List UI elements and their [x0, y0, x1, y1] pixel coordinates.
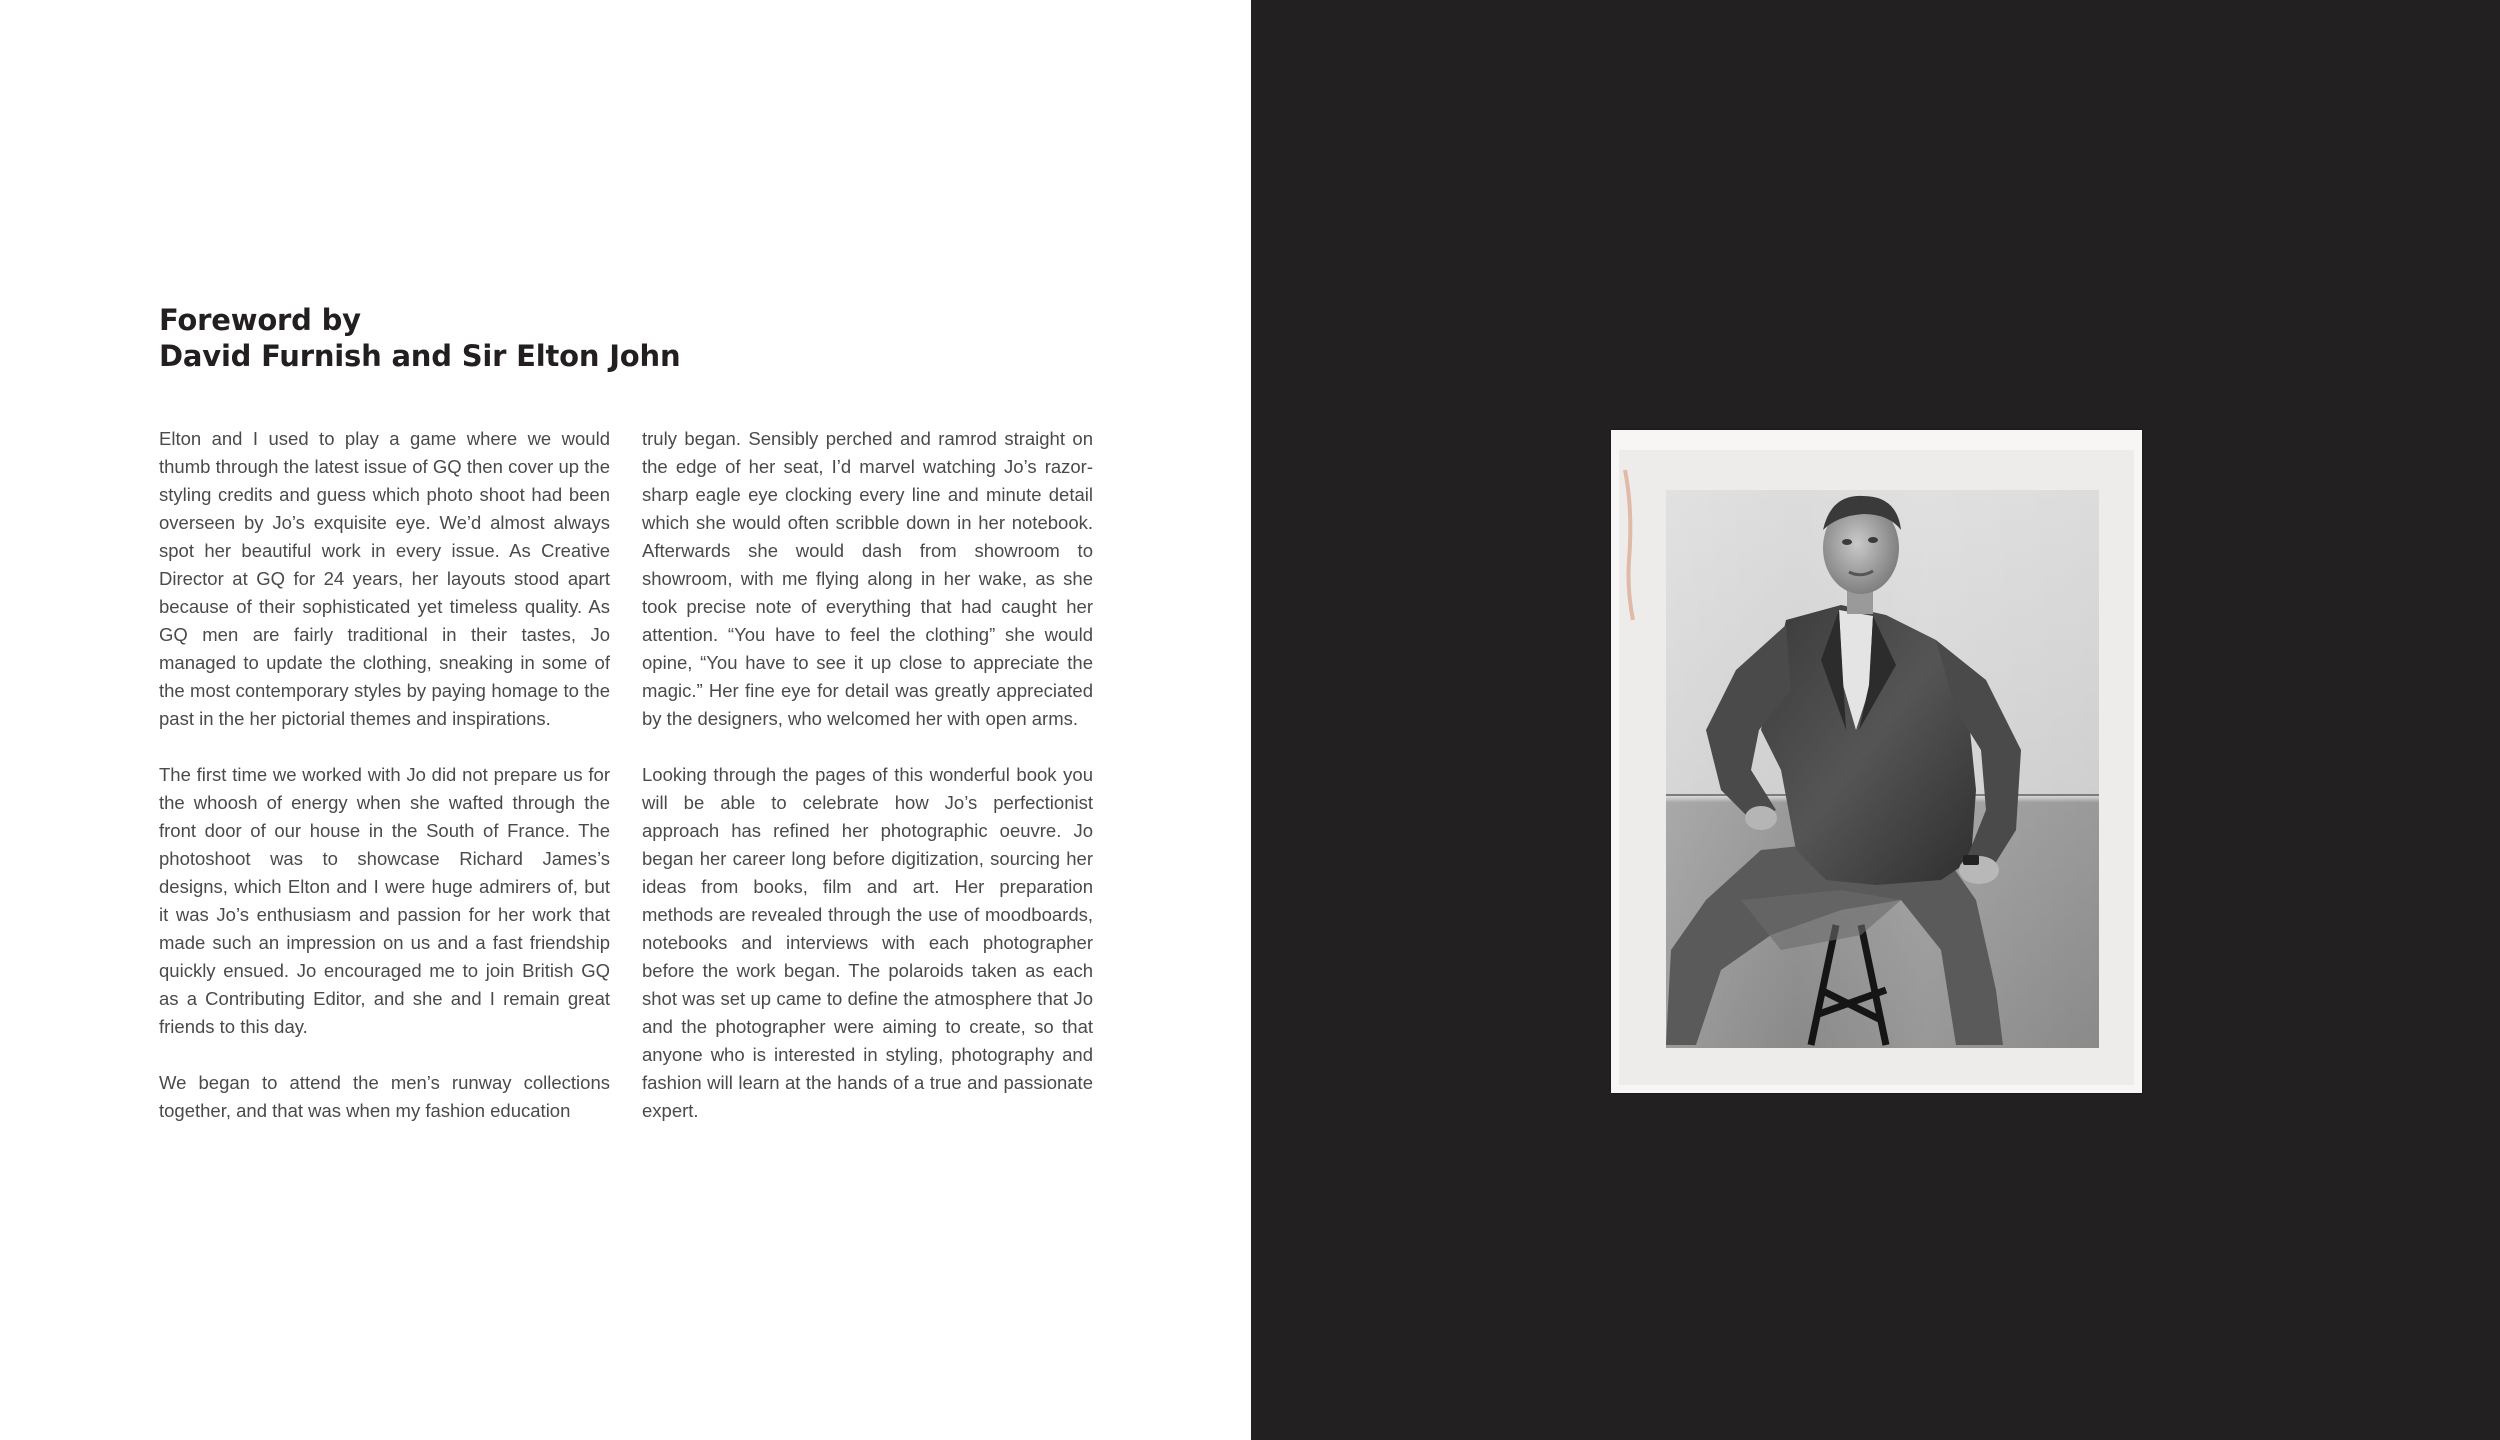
paragraph: We began to attend the men’s runway collections together, and that was when my fashion education — [159, 1072, 610, 1121]
portrait-photo-image — [1611, 430, 2142, 1093]
paragraph: The first time we worked with Jo did not prepare us for the whoosh of energy when she wafted through the front door of our house in the South of France. The photoshoot was to showcase Richard James’s designs, which Elton and I were huge admirers of, but it was Jo’s enthusiasm and passion for her work that made such an impression on us and a fast friendship quickly ensued. Jo encouraged me to join British GQ as a Contributing Editor, and she and I remain great friends to this day. — [159, 764, 610, 1037]
paragraph: truly began. Sensibly perched and ramrod straight on the edge of her seat, I’d marvel watching Jo’s razor-sharp eagle eye clocking every line and minute detail which she would often scribble down in her notebook. Afterwards she would dash from showroom to showroom, with me flying along in her wake, as she took precise note of everything that had caught her attention. “You have to feel the clothing” she would opine, “You have to see it up close to appreciate the magic.” Her fine eye for detail was greatly appreciated by the designers, who welcomed her with open arms. — [642, 428, 1093, 729]
page-title — [159, 302, 859, 374]
right-column — [642, 425, 1093, 1153]
title-line-2: David Furnish and Sir Elton John — [159, 339, 681, 373]
title-line-1: Foreword by — [159, 303, 361, 337]
paragraph: Looking through the pages of this wonderful book you will be able to celebrate how Jo’s perfectionist approach has refined her photographic oeuvre. Jo began her career long before digitization, sourcing her ideas from books, film and art. Her preparation methods are revealed through the use of moodboards, notebooks and interviews with each photographer before the work began. The polaroids taken as each shot was set up came to define the atmosphere that Jo and the photographer were aiming to create, so that anyone who is interested in styling, photography and fashion will learn at the hands of a true and passionate expert. — [642, 764, 1093, 1121]
left-column — [159, 425, 610, 1153]
polaroid-photo — [1611, 430, 2142, 1093]
body-columns — [159, 425, 1093, 1153]
paragraph: Elton and I used to play a game where we would thumb through the latest issue of GQ then cover up the styling credits and guess which photo shoot had been overseen by Jo’s exquisite eye. We’d almost always spot her beautiful work in every issue. As Creative Director at GQ for 24 years, her layouts stood apart because of their sophisticated yet timeless quality. As GQ men are fairly traditional in their tastes, Jo managed to update the clothing, sneaking in some of the most contemporary styles by paying homage to the past in the her pictorial themes and inspirations. — [159, 428, 610, 729]
